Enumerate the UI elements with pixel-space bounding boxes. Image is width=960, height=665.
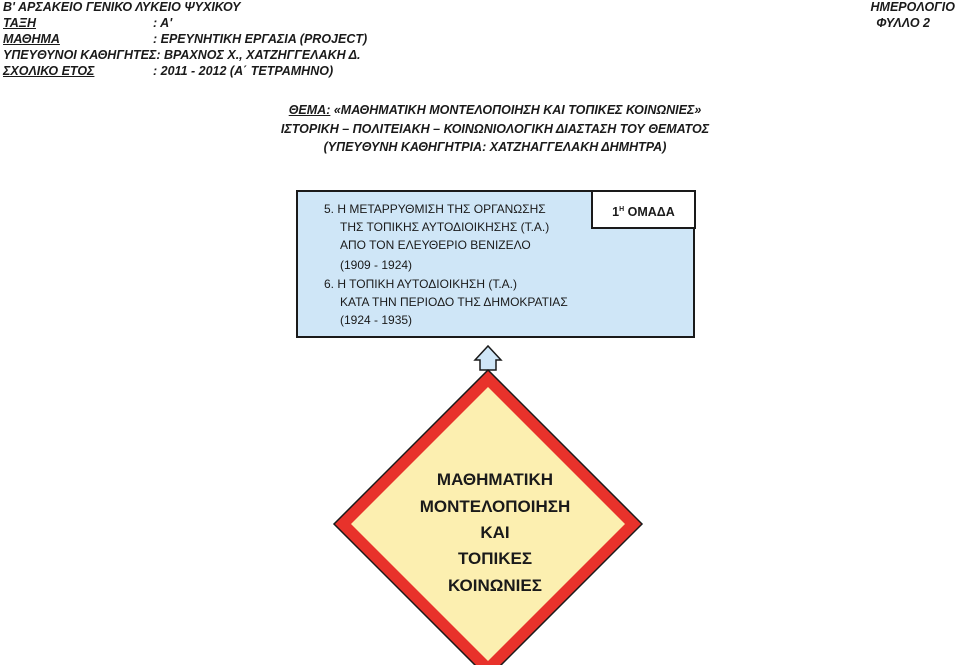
chapter-line: 6. Η ΤΟΠΙΚΗ ΑΥΤΟΔΙΟΙΚΗΣΗ (Τ.Α.): [324, 277, 518, 291]
topic-label: ΘΕΜΑ:: [288, 103, 331, 117]
chapter-line: 5. Η ΜΕΤΑΡΡΥΘΜΙΣΗ ΤΗΣ ΟΡΓΑΝΩΣΗΣ: [324, 202, 546, 216]
year-value: : 2011 - 2012 (Α΄ ΤΕΤΡΑΜΗΝΟ): [153, 64, 334, 78]
teachers-line: ΥΠΕΥΘΥΝΟΙ ΚΑΘΗΓΗΤΕΣ: ΒΡΑΧΝΟΣ Χ., ΧΑΤΖΗΓΓΕΛΑΚΗ Δ.: [3, 48, 361, 62]
chapter-line: ΑΠΟ ΤΟΝ ΕΛΕΥΘΕΡΙΟ ΒΕΝΙΖΕΛΟ: [340, 238, 531, 252]
chapter-line: (1924 - 1935): [340, 313, 413, 327]
sheet-number: ΦΥΛΛΟ 2: [876, 16, 930, 30]
class-label: ΤΑΞΗ: [3, 16, 36, 30]
diamond-line: ΤΟΠΙΚΕΣ: [457, 549, 533, 568]
connector-arrow: [475, 346, 501, 370]
diamond-line: ΚΑΙ: [480, 523, 510, 542]
group-number: 1: [612, 205, 620, 220]
group-label: ΟΜΑΔΑ: [624, 205, 675, 220]
school-name: Β' ΑΡΣΑΚΕΙΟ ΓΕΝΙΚΟ ΛΥΚΕΙΟ ΨΥΧΙΚΟΥ: [3, 0, 241, 14]
diamond-line: ΚΟΙΝΩΝΙΕΣ: [448, 576, 542, 595]
topic-responsible: (ΥΠΕΥΘΥΝΗ ΚΑΘΗΓΗΤΡΙΑ: ΧΑΤΖΗΑΓΓΕΛΑΚΗ ΔΗΜΗΤΡΑ): [323, 140, 667, 154]
class-value: : A': [153, 16, 173, 30]
chapter-line: (1909 - 1924): [340, 258, 413, 272]
diamond-line: ΜΟΝΤΕΛΟΠΟΙΗΣΗ: [419, 497, 571, 516]
topic-title: «ΜΑΘΗΜΑΤΙΚΗ ΜΟΝΤΕΛΟΠΟΙΗΣΗ ΚΑΙ ΤΟΠΙΚΕΣ ΚΟΙΝΩΝΙΕΣ»: [330, 103, 702, 117]
chapter-line: ΤΗΣ ΤΟΠΙΚΗΣ ΑΥΤΟΔΙΟΙΚΗΣΗΣ (Τ.Α.): [340, 220, 550, 234]
course-label: ΜΑΘΗΜΑ: [3, 32, 60, 46]
diamond-line: ΜΑΘΗΜΑΤΙΚΗ: [436, 470, 554, 489]
course-value: : ΕΡΕΥΝΗΤΙΚΗ ΕΡΓΑΣΙΑ (PROJECT): [153, 32, 368, 46]
year-label: ΣΧΟΛΙΚΟ ΕΤΟΣ: [3, 64, 95, 78]
topic-dimension: ΙΣΤΟΡΙΚΗ – ΠΟΛΙΤΕΙΑΚΗ – ΚΟΙΝΩΝΙΟΛΟΓΙΚΗ ΔΙΑΣΤΑΣΗ ΤΟΥ ΘΕΜΑΤΟΣ: [280, 122, 710, 136]
chapter-line: ΚΑΤΑ ΤΗΝ ΠΕΡΙΟΔΟ ΤΗΣ ΔΗΜΟΚΡΑΤΙΑΣ: [340, 295, 568, 309]
group-sup: Η: [619, 206, 625, 213]
journal-title: ΗΜΕΡΟΛΟΓΙΟ: [870, 0, 955, 14]
